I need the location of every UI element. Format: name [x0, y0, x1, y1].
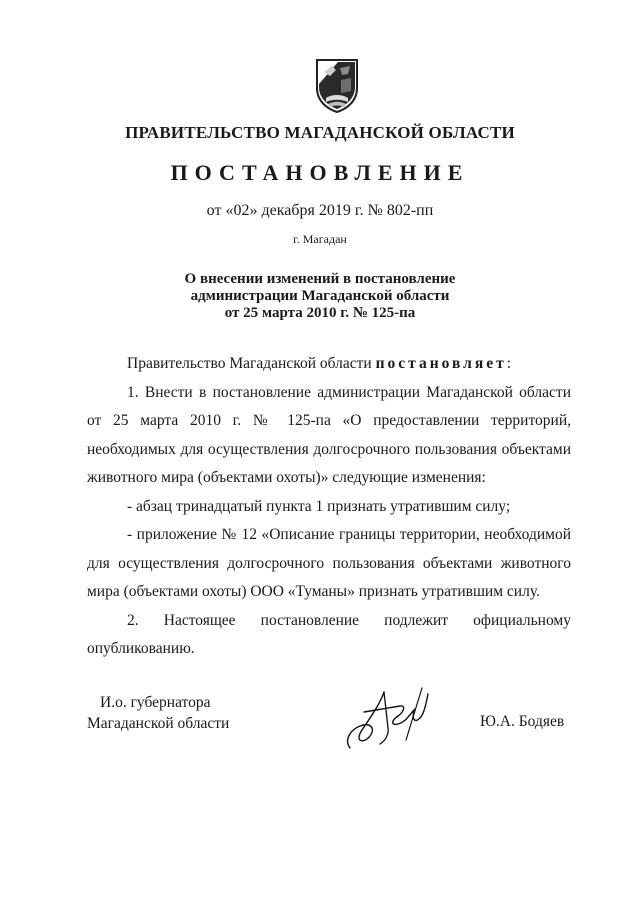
item-1-subitem: - приложение № 12 «Описание границы территории, необходимой для осуществления долгосрочного пользования объектами животного мира (объектами охоты) ООО «Туманы» признать утратившим силу.: [87, 526, 571, 600]
preamble: [87, 350, 571, 379]
organization-heading: ПРАВИТЕЛЬСТВО МАГАДАНСКОЙ ОБЛАСТИ: [125, 123, 515, 142]
position-line: И.о. губернатора: [100, 694, 211, 711]
coat-of-arms-icon: [314, 58, 360, 114]
preamble-text: Правительство Магаданской области: [127, 355, 372, 372]
title-line: администрации Магаданской области: [190, 288, 450, 304]
item-2: 2. Настоящее постановление подлежит официальному опубликованию.: [87, 611, 571, 657]
document-city: г. Магадан: [293, 232, 347, 246]
preamble-action: постановляет: [375, 355, 507, 372]
item-1-subitem: - абзац тринадцатый пункта 1 признать утратившим силу;: [127, 497, 511, 515]
document-title: [0, 271, 640, 322]
signatory-name: Ю.А. Бодяев: [480, 713, 565, 730]
position-line: Магаданской области: [87, 715, 230, 732]
title-line: от 25 марта 2010 г. № 125-па: [224, 305, 416, 321]
signatory-position: [87, 692, 229, 734]
preamble-colon: :: [506, 355, 512, 372]
title-line: О внесении изменений в постановление: [184, 271, 456, 287]
document-body: [87, 350, 571, 664]
document-date-number: от «02» декабря 2019 г. № 802-пп: [206, 202, 434, 219]
handwritten-signature: [340, 682, 440, 754]
document-type-heading: ПОСТАНОВЛЕНИЕ: [170, 160, 470, 185]
item-1: 1. Внести в постановление администрации Магаданской области от 25 марта 2010 г. № 125-па «О предоставлении территорий, необходимых для осуществления долгосрочного пользования объектами животного мира (объектами охоты)» следующие изменения:: [87, 383, 571, 486]
